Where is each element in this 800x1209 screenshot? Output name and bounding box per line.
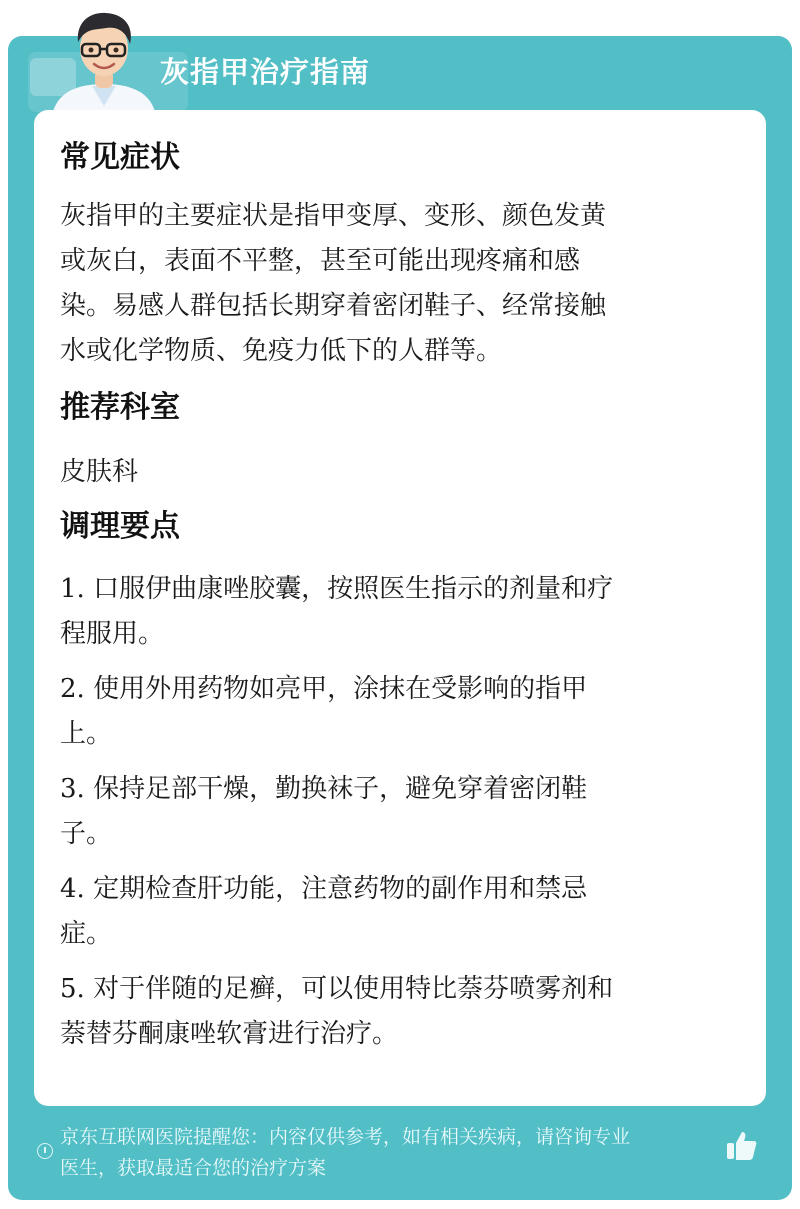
care-item-text: 口服伊曲康唑胶囊，按照医生指示的剂量和疗 (93, 574, 614, 604)
care-item-text: 使用外用药物如亮甲，涂抹在受影响的指甲 (93, 674, 588, 704)
symptoms-line: 灰指甲的主要症状是指甲变厚、变形、颜色发黄 (60, 201, 607, 231)
disclaimer-line: 医生，获取最适合您的治疗方案 (60, 1157, 327, 1179)
care-item-number: 5. (60, 974, 85, 1004)
care-item-text: 保持足部干燥，勤换袜子，避免穿着密闭鞋 (93, 774, 588, 804)
care-item-text: 定期检查肝功能，注意药物的副作用和禁忌 (93, 874, 588, 904)
care-item-text: 程服用。 (60, 619, 165, 649)
symptoms-line: 或灰白，表面不平整，甚至可能出现疼痛和感 (60, 246, 581, 276)
care-item-text: 对于伴随的足癣，可以使用特比萘芬喷雾剂和 (93, 974, 614, 1004)
care-item (60, 967, 730, 1057)
care-item-text: 上。 (60, 719, 113, 749)
care-item (60, 667, 730, 757)
thumbs-up-icon[interactable] (724, 1128, 760, 1164)
content (60, 110, 730, 1057)
care-item-number: 3. (60, 774, 85, 804)
care-item (60, 567, 730, 657)
care-item-number: 1. (60, 574, 85, 604)
care-item-number: 2. (60, 674, 85, 704)
department-value: 皮肤科 (60, 457, 139, 487)
disclaimer (60, 1122, 730, 1184)
symptoms-line: 水或化学物质、免疫力低下的人群等。 (60, 336, 503, 366)
care-item (60, 767, 730, 857)
care-item (60, 867, 730, 957)
symptoms-line: 染。易感人群包括长期穿着密闭鞋子、经常接触 (60, 291, 607, 321)
doctor-avatar-icon (44, 6, 164, 116)
care-item-text: 子。 (60, 819, 113, 849)
page-title: 灰指甲治疗指南 (160, 55, 371, 89)
info-icon (37, 1143, 53, 1159)
disclaimer-line: 京东互联网医院提醒您：内容仅供参考，如有相关疾病，请咨询专业 (60, 1126, 631, 1148)
section-title-symptoms: 常见症状 (60, 140, 180, 175)
section-title-care: 调理要点 (60, 509, 180, 544)
care-item-number: 4. (60, 874, 85, 904)
care-item-text: 症。 (60, 919, 113, 949)
care-item-text: 萘替芬酮康唑软膏进行治疗。 (60, 1019, 399, 1049)
section-title-department: 推荐科室 (60, 390, 180, 425)
